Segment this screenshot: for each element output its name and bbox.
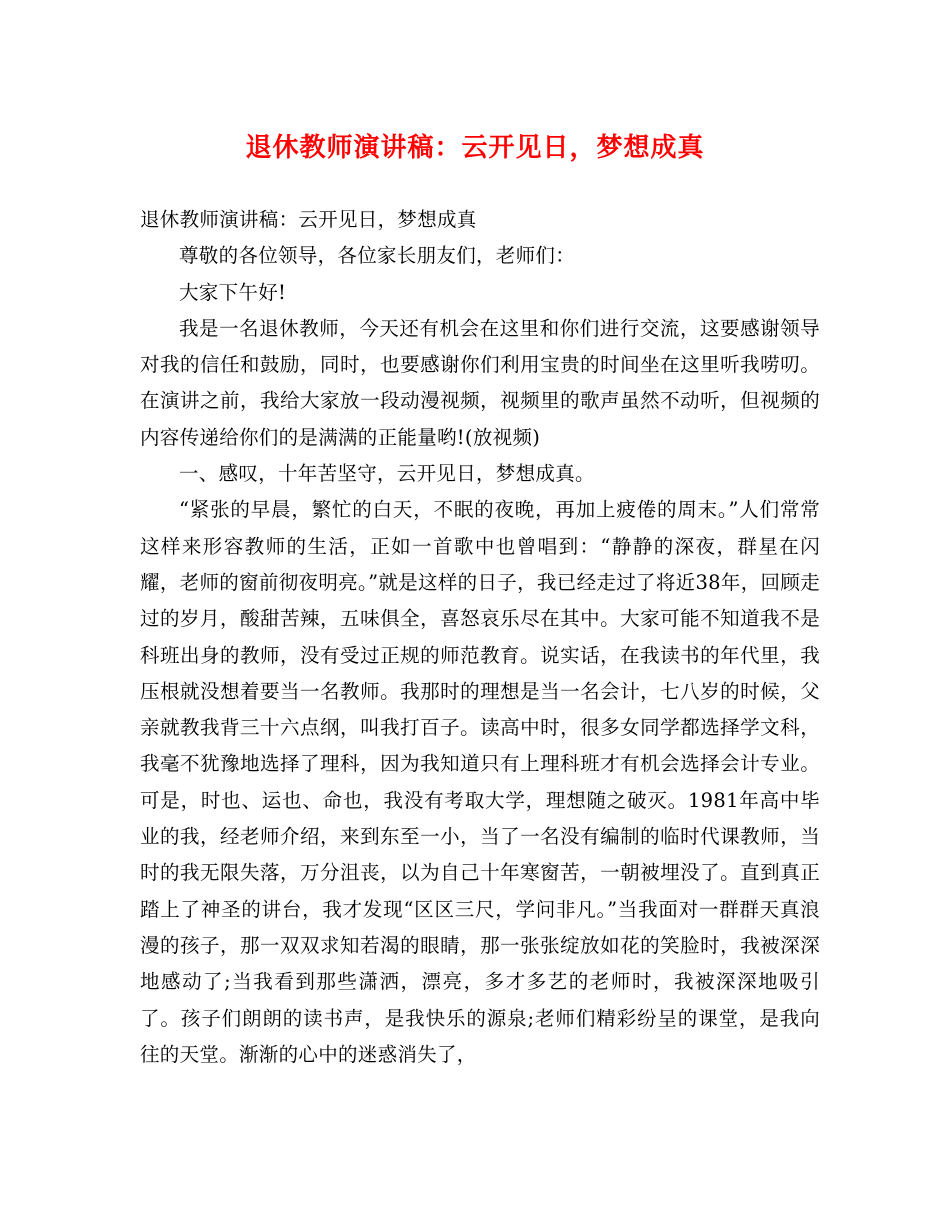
document-body — [140, 202, 820, 1073]
document-title: 退休教师演讲稿：云开见日，梦想成真 — [245, 133, 705, 163]
paragraph-intro: 我是一名退休教师，今天还有机会在这里和你们进行交流，这要感谢领导对我的信任和鼓励，同时，也要感谢你们利用宝贵的时间坐在这里听我唠叨。在演讲之前，我给大家放一段动漫视频，视频里的歌声虽然不动听，但视频的内容传递给你们的是满满的正能量哟!(放视频) — [140, 316, 820, 449]
paragraph-greeting: 大家下午好! — [179, 280, 287, 304]
paragraph-subtitle: 退休教师演讲稿：云开见日，梦想成真 — [140, 208, 477, 231]
paragraph-salutation: 尊敬的各位领导，各位家长朋友们，老师们： — [179, 244, 576, 268]
section-heading-1: 一、感叹，十年苦坚守，云开见日，梦想成真。 — [179, 462, 595, 486]
paragraph-story: “紧张的早晨，繁忙的白天，不眠的夜晚，再加上疲倦的周末。”人们常常这样来形容教师的生活，正如一首歌中也曾唱到：“静静的深夜，群星在闪耀，老师的窗前彻夜明亮。”就是这样的日子，我已经走过了将近38年，回顾走过的岁月，酸甜苦辣，五味俱全，喜怒哀乐尽在其中。大家可能不知道我不是科班出身的教师，没有受过正规的师范教育。说实话，在我读书的年代里，我压根就没想着要当一名教师。我那时的理想是当一名会计，七八岁的时候，父亲就教我背三十六点纲，叫我打百子。读高中时，很多女同学都选择学文科，我毫不犹豫地选择了理科，因为我知道只有上理科班才有机会选择会计专业。可是，时也、运也、命也，我没有考取大学，理想随之破灭。1981年高中毕业的我，经老师介绍，来到东至一小，当了一名没有编制的临时代课教师，当时的我无限失落，万分沮丧，以为自己十年寒窗苦，一朝被埋没了。直到真正踏上了神圣的讲台，我才发现“区区三尺，学问非凡。”当我面对一群群天真浪漫的孩子，那一双双求知若渴的眼睛，那一张张绽放如花的笑脸时，我被深深地感动了;当我看到那些潇洒，漂亮，多才多艺的老师时，我被深深地吸引了。孩子们朗朗的读书声，是我快乐的源泉;老师们精彩纷呈的课堂，是我向往的天堂。渐渐的心中的迷惑消失了， — [140, 498, 820, 1066]
